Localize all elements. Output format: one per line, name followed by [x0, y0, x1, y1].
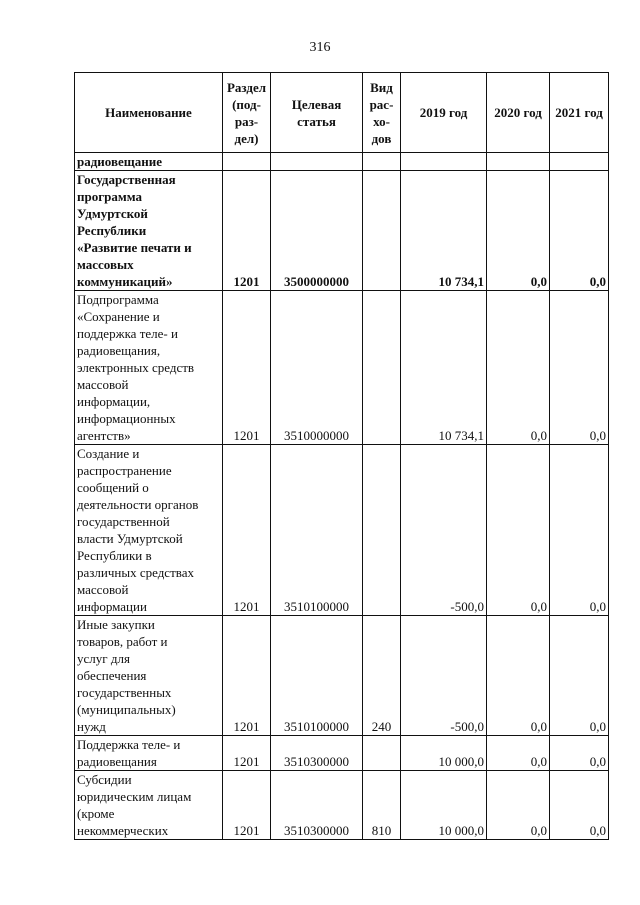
row-name: Субсидии юридическим лицам (кроме некоммерческих	[75, 771, 223, 840]
row-2019: 10 000,0	[401, 736, 487, 771]
table-row	[75, 771, 609, 840]
row-2020: 0,0	[487, 171, 550, 291]
budget-table	[74, 72, 609, 840]
row-2020: 0,0	[487, 616, 550, 736]
header-section: Раздел (под- раз- дел)	[223, 73, 271, 153]
row-name: Подпрограмма «Сохранение и поддержка теле- и радиовещания, электронных средств массовой информации, информационных агентств»	[75, 291, 223, 445]
table-row	[75, 445, 609, 616]
row-target: 3510100000	[271, 616, 363, 736]
row-kind: 810	[363, 771, 401, 840]
header-name: Наименование	[75, 73, 223, 153]
header-2020: 2020 год	[487, 73, 550, 153]
row-section: 1201	[223, 616, 271, 736]
table-row	[75, 736, 609, 771]
row-2020	[487, 153, 550, 171]
row-target	[271, 153, 363, 171]
row-kind	[363, 171, 401, 291]
row-section: 1201	[223, 736, 271, 771]
row-kind	[363, 736, 401, 771]
table-row	[75, 616, 609, 736]
row-2021: 0,0	[550, 171, 609, 291]
row-kind: 240	[363, 616, 401, 736]
row-kind	[363, 291, 401, 445]
row-name: Иные закупки товаров, работ и услуг для обеспечения государственных (муниципальных) нужд	[75, 616, 223, 736]
row-2020: 0,0	[487, 445, 550, 616]
row-2021: 0,0	[550, 771, 609, 840]
row-2020: 0,0	[487, 771, 550, 840]
row-name: Создание и распространение сообщений о деятельности органов государственной власти Удмуртской Республики в различных средствах массовой информации	[75, 445, 223, 616]
row-section: 1201	[223, 445, 271, 616]
header-target: Целевая статья	[271, 73, 363, 153]
row-2019: -500,0	[401, 616, 487, 736]
table-row	[75, 171, 609, 291]
row-name: Государственная программа Удмуртской Республики «Развитие печати и массовых коммуникаций»	[75, 171, 223, 291]
row-target: 3510300000	[271, 736, 363, 771]
row-2021: 0,0	[550, 616, 609, 736]
row-2019	[401, 153, 487, 171]
header-2019: 2019 год	[401, 73, 487, 153]
row-2021: 0,0	[550, 445, 609, 616]
row-2019: 10 734,1	[401, 171, 487, 291]
table-row	[75, 291, 609, 445]
header-kind: Вид рас- хо- дов	[363, 73, 401, 153]
row-2019: -500,0	[401, 445, 487, 616]
row-section	[223, 153, 271, 171]
row-section: 1201	[223, 171, 271, 291]
row-2021	[550, 153, 609, 171]
row-section: 1201	[223, 771, 271, 840]
row-target: 3510000000	[271, 291, 363, 445]
row-kind	[363, 445, 401, 616]
row-target: 3510100000	[271, 445, 363, 616]
header-row	[75, 73, 609, 153]
row-2019: 10 000,0	[401, 771, 487, 840]
page-number: 316	[309, 40, 331, 55]
row-2021: 0,0	[550, 291, 609, 445]
row-2020: 0,0	[487, 736, 550, 771]
row-target: 3510300000	[271, 771, 363, 840]
row-name: радиовещание	[75, 153, 223, 171]
table-row	[75, 153, 609, 171]
row-kind	[363, 153, 401, 171]
row-name: Поддержка теле- и радиовещания	[75, 736, 223, 771]
row-section: 1201	[223, 291, 271, 445]
row-2020: 0,0	[487, 291, 550, 445]
row-2019: 10 734,1	[401, 291, 487, 445]
row-target: 3500000000	[271, 171, 363, 291]
row-2021: 0,0	[550, 736, 609, 771]
header-2021: 2021 год	[550, 73, 609, 153]
